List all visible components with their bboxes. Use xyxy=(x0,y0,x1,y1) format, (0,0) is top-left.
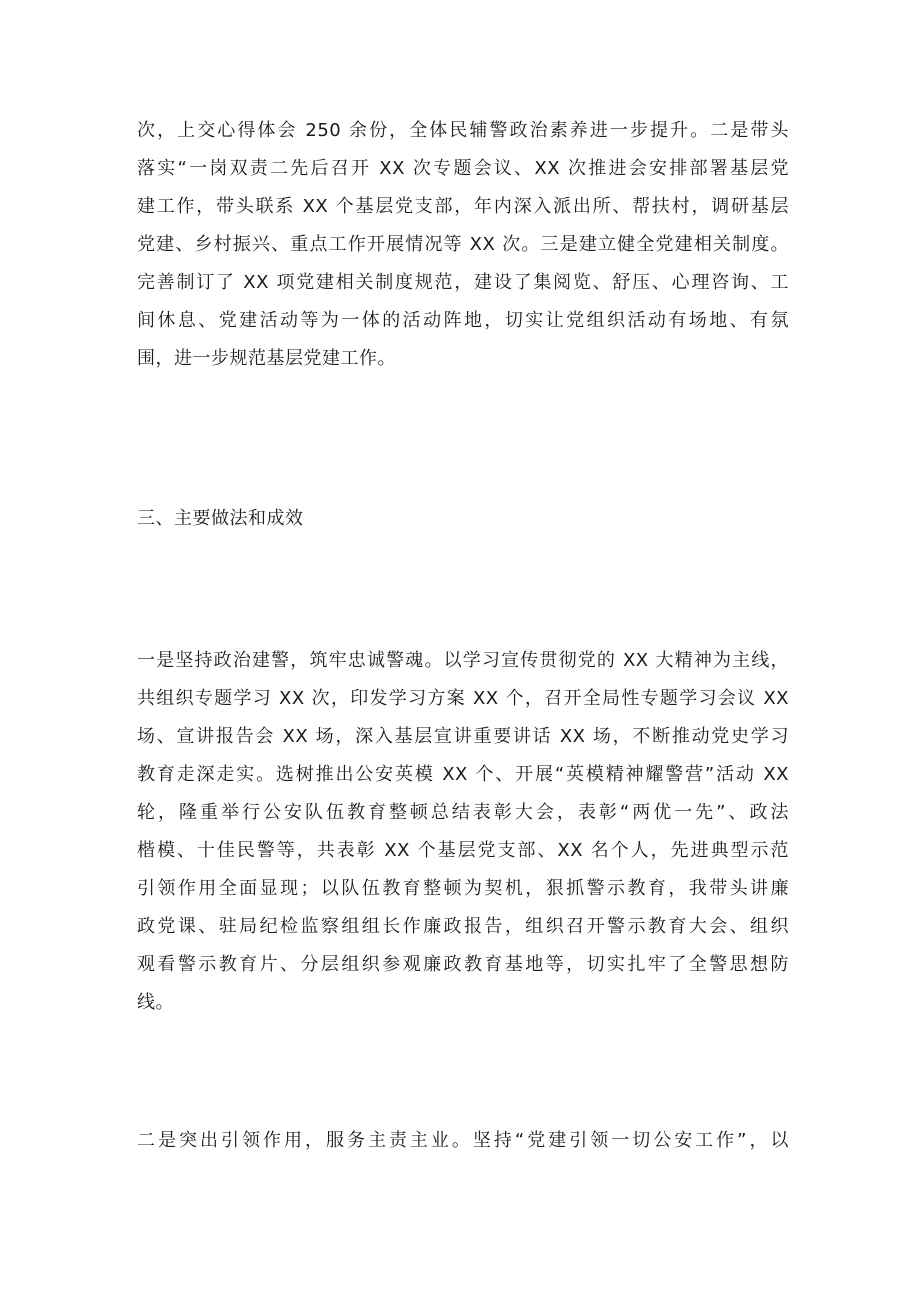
text-line: 围，进一步规范基层党建工作。 xyxy=(137,348,396,369)
text-line: 场、宣讲报告会 XX 场，深入基层宣讲重要讲话 XX 场，不断推动党史学习 xyxy=(137,726,789,747)
text-line: 间休息、党建活动等为一体的活动阵地，切实让党组织活动有场地、有氛 xyxy=(137,310,789,331)
text-line: 党建、乡村振兴、重点工作开展情况等 XX 次。三是建立健全党建相关制度。 xyxy=(137,234,789,255)
text-line: 政党课、驻局纪检监察组组长作廉政报告，组织召开警示教育大会、组织 xyxy=(137,916,789,937)
text-line: 楷模、十佳民警等，共表彰 XX 个基层党支部、XX 名个人，先进典型示范 xyxy=(137,840,789,861)
text-line: 完善制订了 XX 项党建相关制度规范，建设了集阅览、舒压、心理咨询、工 xyxy=(137,272,789,293)
text-line: 落实“一岗双责二先后召开 XX 次专题会议、XX 次推进会安排部署基层党 xyxy=(137,158,789,179)
text-line: 引领作用全面显现；以队伍教育整顿为契机，狠抓警示教育，我带头讲廉 xyxy=(137,878,789,899)
text-line: 一是坚持政治建警，筑牢忠诚警魂。以学习宣传贯彻党的 XX 大精神为主线， xyxy=(137,650,789,671)
paragraph-leading-role xyxy=(137,1122,789,1160)
text-line: 二是突出引领作用，服务主责主业。坚持“党建引领一切公安工作”，以 xyxy=(137,1130,789,1151)
section-heading-text: 三、主要做法和成效 xyxy=(137,508,304,529)
text-line: 轮，隆重举行公安队伍教育整顿总结表彰大会，表彰“两优一先”、政法 xyxy=(137,802,789,823)
paragraph-party-building-summary xyxy=(137,112,789,378)
section-heading xyxy=(137,500,789,538)
text-line: 建工作，带头联系 XX 个基层党支部，年内深入派出所、帮扶村，调研基层 xyxy=(137,196,789,217)
text-line: 线。 xyxy=(137,992,174,1013)
text-line: 共组织专题学习 XX 次，印发学习方案 XX 个，召开全局性专题学习会议 XX xyxy=(137,688,789,709)
text-line: 观看警示教育片、分层组织参观廉政教育基地等，切实扎牢了全警思想防 xyxy=(137,954,789,975)
paragraph-political-police-building xyxy=(137,642,789,1022)
text-line: 次，上交心得体会 250 余份，全体民辅警政治素养进一步提升。二是带头 xyxy=(137,120,789,141)
text-line: 教育走深走实。选树推出公安英模 XX 个、开展“英模精神耀警营”活动 XX xyxy=(137,764,789,785)
